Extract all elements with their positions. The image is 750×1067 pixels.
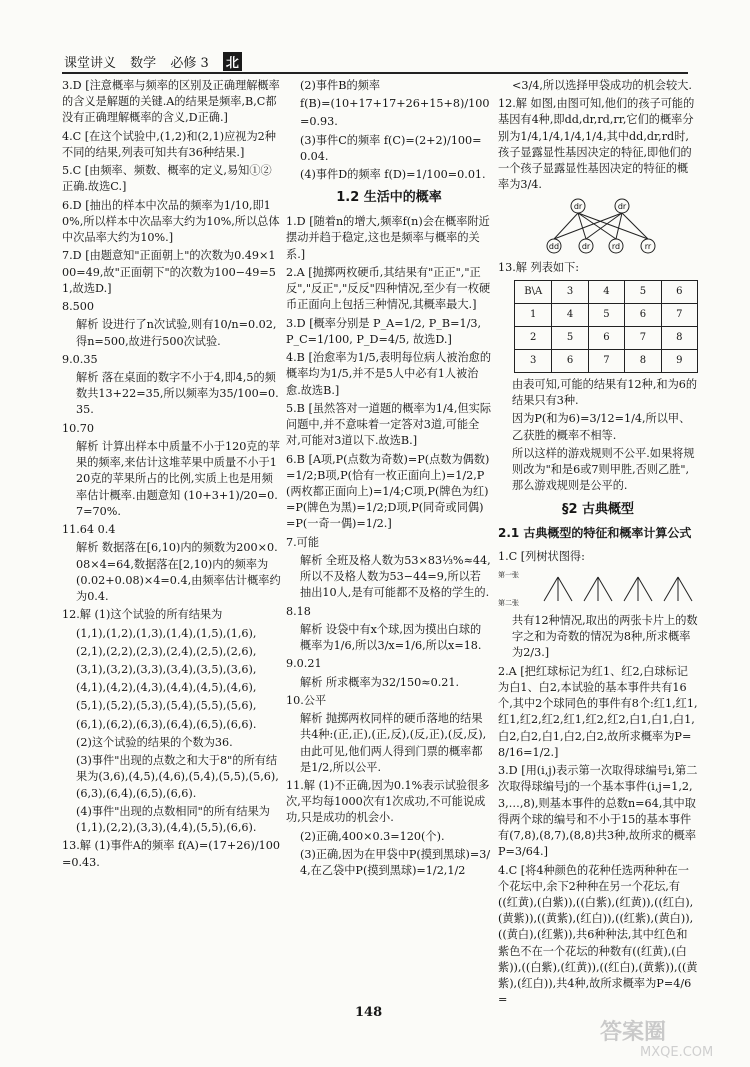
analysis-text: 解析 计算出样本中质量不小于120克的苹果的频率,来估计这堆苹果中质量不小于120克的苹果所占的比例,实质上也是用频率估计概率.由题意知 (10+3+1)/20=0.7=70%. [76, 439, 280, 518]
table-head: 5 [625, 280, 661, 303]
answer-item: 2.A [把红球标记为红1、红2,白球标记为白1、白2,本试验的基本事件共有16个,其中2个球同色的事件有8个:红1,红1,红1,红2,红2,红1,红2,红2,白1,白1,白1,白2,白2,白1,白2,白2,故所求概率为P=8/16=1/2.] [498, 664, 698, 759]
node-label: dr [617, 201, 627, 211]
section-title: 1.2 生活中的概率 [336, 190, 442, 206]
tree-level-label: 第二张 [498, 598, 519, 607]
answer-item: 1.C [列树状图得: [498, 549, 585, 563]
table-cell: 2 [515, 326, 552, 349]
node-label: rd [611, 241, 621, 251]
answer-item: 9.0.21 [286, 657, 322, 671]
sum-table [514, 280, 698, 373]
answer-item: 8.18 [286, 604, 311, 618]
answer-item: 3.D [用(i,j)表示第一次取得球编号i,第二次取得球编号j的一个基本事件(i,j=1,2,3,…,8),则基本事件的总数n=64,其中取得两个球的编号和不小于15的基本事件有(7,8),(8,7),(8,8)共3种,故所求的概率P=3/64.] [498, 764, 698, 859]
book-title: 课堂讲义 [64, 56, 117, 71]
chapter-title: §2 古典概型 [561, 501, 635, 517]
table-head: 4 [588, 280, 624, 303]
answer-item: 6.B [A项,P(点数为奇数)=P(点数为偶数)=1/2;B项,P(恰有一枚正面向上)=1/2,P(两枚都正面向上)=1/4;C项,P(牌色为红)=P(牌色为黑)=1/2;D项,P(同奇或同偶)=P(一奇一偶)=1/2.] [286, 452, 490, 531]
answer-item: (4)事件D的频率 f(D)=1/100=0.01. [300, 168, 486, 182]
answer-item: 11.解 (1)不正确,因为0.1%表示试验很多次,平均每1000次有1次成功,不可能说成功,只是成功的机会小. [286, 778, 490, 825]
answer-item: 5.B [虽然答对一道题的概率为1/4,但实际问题中,并不意味着一定答对3道,可能全对,可能对3道以下.故选B.] [286, 401, 492, 448]
answer-item: 7.D [由题意知"正面朝上"的次数为0.49×100=49,故"正面朝下"的次数为100−49=51,故选D.] [62, 249, 276, 295]
answer-item: (3)正确,因为在甲袋中P(摸到黑球)=3/4,在乙袋中P(摸到黑球)=1/2,1/2 [300, 847, 491, 878]
formula: f(B)=(10+17+17+26+15+8)/100 [300, 97, 490, 111]
volume: 必修 3 [170, 56, 209, 71]
page-number: 148 [355, 1005, 383, 1020]
table-cell: 1 [515, 303, 552, 326]
answer-item: 6.D [抽出的样本中次品的频率为1/10,即10%,所以样本中次品率大约为10%,所以总体中次品率大约为10%.] [62, 198, 280, 245]
answer-item: 4.C [将4种颜色的花种任选两种种在一个花坛中,余下2种种在另一个花坛,有((红黄),(白紫)),((白紫),(红黄)),((红白),(黄紫)),((黄紫),(红白)),((红紫),(黄白)),((黄白),(红紫)),共6种种法,其中红色和紫色不在一个花坛的种数有((红黄),(白紫)),((白紫),(红黄)),((红白),(黄紫)),((黄紫),(红白)),共4种,故所求概率为P=4/6= [498, 863, 698, 1007]
outcome-row: (6,1),(6,2),(6,3),(6,4),(6,5),(6,6). [76, 717, 257, 731]
table-cell: 7 [661, 303, 697, 326]
watermark-url: MXQE.COM [640, 1045, 714, 1060]
answer-item: 4.C [在这个试验中,(1,2)和(2,1)应视为2种不同的结果,列表可知共有36种结果.] [62, 129, 276, 159]
table-cell: 8 [625, 349, 661, 372]
answer-item: 11.64 0.4 [62, 523, 116, 537]
analysis-text: 解析 设进行了n次试验,则有10/n=0.02,得n=500,故进行500次试验. [76, 318, 277, 348]
answer-item: 因为P(和为6)=3/12=1/4,所以甲、乙获胜的概率不相等. [512, 412, 691, 442]
analysis-text: 解析 所求概率为32/150≈0.21. [300, 675, 460, 689]
tree-level-label: 第一张 [498, 570, 519, 579]
table-corner: B\A [515, 280, 552, 303]
answer-item: 13.解 (1)事件A的频率 f(A)=(17+26)/100 =0.43. [62, 839, 280, 869]
table-cell: 7 [588, 349, 624, 372]
gene-tree-diagram [498, 196, 698, 258]
watermark-logo: 答案圈 [600, 1020, 667, 1045]
node-label: dr [573, 201, 583, 211]
analysis-text: 解析 全班及格人数为53×83⅓%≈44,所以不及格人数为53−44=9,所以若抽出10人,是有可能都不及格的学生的. [300, 553, 491, 600]
card-tree-diagram [498, 567, 694, 611]
table-head: 3 [552, 280, 588, 303]
answer-item: (3)事件C的频率 f(C)=(2+2)/100=0.04. [300, 133, 482, 163]
answer-item: 5.C [由频率、频数、概率的定义,易知①②正确.故选C.] [62, 164, 272, 194]
answer-item: <3/4,所以选择甲袋成功的机会较大. [512, 79, 692, 92]
analysis-text: 解析 落在桌面的数字不小于4,即4,5的频数共13+22=35,所以频率为35/100=0.35. [76, 370, 279, 417]
answer-item: 由表可知,可能的结果有12种,和为6的结果只有3种. [512, 377, 698, 408]
answer-item: 10.公平 [286, 693, 327, 707]
table-head: 6 [661, 280, 697, 303]
column-left [62, 78, 282, 873]
answer-item: 1.D [随着n的增大,频率f(n)会在概率附近摆动并趋于稳定,这也是频率与概率的关系.] [286, 215, 490, 261]
table-cell: 7 [625, 326, 661, 349]
edition-badge: 北 [223, 52, 242, 71]
outcome-row: (2,1),(2,2),(2,3),(2,4),(2,5),(2,6), [76, 644, 257, 658]
table-cell: 9 [661, 349, 697, 372]
outcome-row: (4,1),(4,2),(4,3),(4,4),(4,5),(4,6), [76, 681, 257, 695]
table-cell: 5 [552, 326, 588, 349]
header-rule [62, 72, 688, 74]
answer-item: 8.500 [62, 300, 95, 314]
analysis-text: 解析 设袋中有x个球,因为摸出白球的概率为1/6,所以3/x=1/6,所以x=18. [300, 622, 482, 653]
answer-item: 共有12种情况,取出的两张卡片上的数字之和为奇数的情况为8种,所求概率为2/3.] [512, 613, 698, 660]
table-cell: 6 [552, 349, 588, 372]
outcome-row: (3,1),(3,2),(3,3),(3,4),(3,5),(3,6), [76, 662, 257, 676]
formula: =0.93. [300, 115, 338, 129]
answer-item: (2)事件B的频率 [300, 79, 381, 92]
table-cell: 5 [588, 303, 624, 326]
section-title: 2.1 古典概型的特征和概率计算公式 [498, 526, 692, 541]
outcome-row: (5,1),(5,2),(5,3),(5,4),(5,5),(5,6), [76, 699, 257, 713]
answer-item: 3.D [概率分别是 P_A=1/2, P_B=1/3, P_C=1/100, P_D=4/5, 故选D.] [286, 316, 482, 346]
answer-item: 12.解 (1)这个试验的所有结果为 [62, 608, 223, 622]
analysis-text: 解析 数据落在[6,10)内的频数为200×0.08×4=64,数据落在[2,10)内的频率为(0.02+0.08)×4=0.4,由频率估计概率约为0.4. [76, 541, 281, 604]
node-label: rr [644, 241, 652, 251]
analysis-text: 解析 抛掷两枚同样的硬币落地的结果共4种:(正,正),(正,反),(反,正),(反,反),由此可见,他们两人得到门票的概率都是1/2,所以公平. [300, 712, 487, 774]
answer-item: (3)事件"出现的点数之和大于8"的所有结果为(3,6),(4,5),(4,6),(5,4),(5,5),(5,6),(6,3),(6,4),(6,5),(6,6). [76, 754, 279, 800]
answer-item: 4.B [治愈率为1/5,表明每位病人被治愈的概率均为1/5,并不是5人中必有1人被治愈.故选B.] [286, 351, 492, 397]
answer-item: 2.A [抛掷两枚硬币,其结果有"正正","正反","反正","反反"四种情况,至少有一枚硬币正面向上包括三种情况,其概率最大.] [286, 265, 491, 312]
answer-item: 12.解 如图,由图可知,他们的孩子可能的基因有4种,即dd,dr,rd,rr,它们的概率分别为1/4,1/4,1/4,1/4,其中dd,dr,rd时,孩子显露显性基因决定的特征,即他们的一个孩子显露显性基因决定的特征的概率为3/4. [498, 97, 695, 192]
answer-item: 13.解 列表如下: [498, 260, 580, 274]
answer-item: 9.0.35 [62, 352, 98, 366]
answer-item: 10.70 [62, 421, 95, 435]
node-label: dr [581, 241, 591, 251]
page-header [64, 52, 684, 70]
column-right [498, 78, 698, 1011]
table-cell: 6 [625, 303, 661, 326]
table-cell: 8 [661, 326, 697, 349]
answer-item: 3.D [注意概率与频率的区别及正确理解概率的含义是解题的关键.A的结果是频率,B,C都没有正确理解概率的含义,D正确.] [62, 79, 280, 125]
answer-item: (4)事件"出现的点数相同"的所有结果为(1,1),(2,2),(3,3),(4,4),(5,5),(6,6). [76, 804, 270, 835]
subject: 数学 [130, 56, 157, 71]
answer-item: (2)正确,400×0.3=120(个). [300, 829, 445, 843]
outcome-row: (1,1),(1,2),(1,3),(1,4),(1,5),(1,6), [76, 626, 257, 640]
node-label: dd [548, 241, 560, 251]
answer-item: (2)这个试验的结果的个数为36. [76, 735, 233, 749]
table-cell: 3 [515, 349, 552, 372]
answer-item: 所以这样的游戏规则不公平.如果将规则改为"和是6或7则甲胜,否则乙胜",那么游戏规则是公平的. [512, 446, 695, 493]
table-cell: 4 [552, 303, 588, 326]
table-cell: 6 [588, 326, 624, 349]
column-middle [286, 78, 492, 881]
answer-item: 7.可能 [286, 535, 320, 549]
